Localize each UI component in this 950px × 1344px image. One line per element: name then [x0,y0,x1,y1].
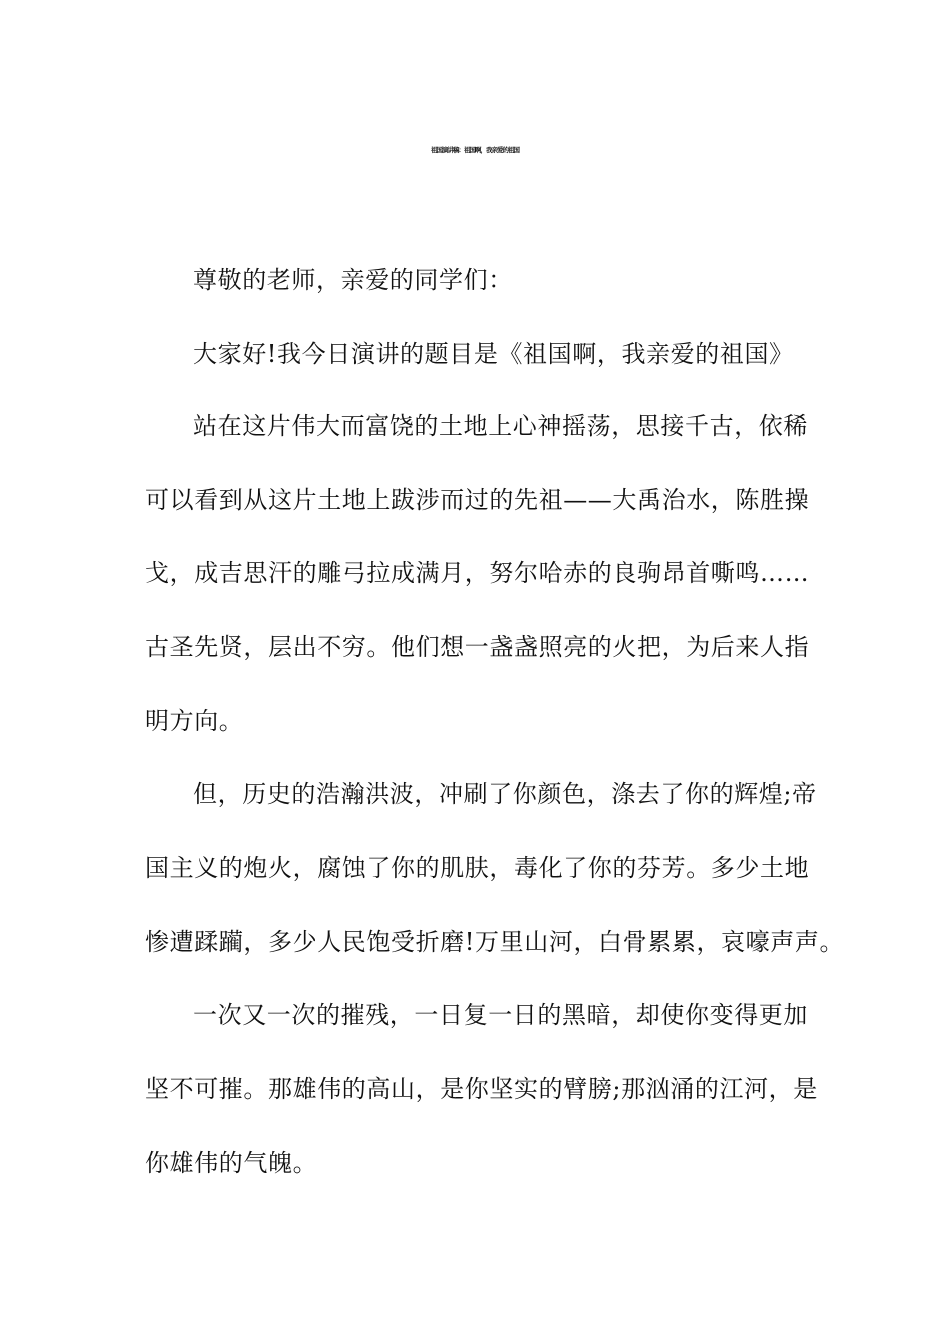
paragraph-line: 一次又一次的摧残，一日复一日的黑暗，却使你变得更加 [193,1001,808,1029]
paragraph-line: 戈，成吉思汗的雕弓拉成满月，努尔哈赤的良驹昂首嘶鸣…… [145,559,810,587]
paragraph-line: 你雄伟的气魄。 [145,1149,318,1177]
paragraph-line: 惨遭蹂躏，多少人民饱受折磨!万里山河，白骨累累，哀嚎声声。 [145,928,845,956]
paragraph-line: 国主义的炮火，腐蚀了你的肌肤，毒化了你的芬芳。多少土地 [145,854,810,882]
paragraph-line: 但，历史的浩瀚洪波，冲刷了你颜色，涤去了你的辉煌;帝 [193,780,817,808]
paragraph-line: 坚不可摧。那雄伟的高山，是你坚实的臂膀;那汹涌的江河，是 [145,1075,818,1103]
paragraph-line-greeting: 大家好!我今日演讲的题目是《祖国啊，我亲爱的祖国》 [193,340,794,368]
paragraph-line: 明方向。 [145,707,244,735]
paragraph-line: 站在这片伟大而富饶的土地上心神摇荡，思接千古，依稀 [193,412,808,440]
paragraph-line-salutation: 尊敬的老师，亲爱的同学们： [193,266,513,294]
document-title: 祖国演讲稿：祖国啊，我亲爱的祖国 [431,146,519,154]
paragraph-line: 古圣先贤，层出不穷。他们想一盏盏照亮的火把，为后来人指 [145,633,810,661]
paragraph-line: 可以看到从这片土地上跋涉而过的先祖——大禹治水，陈胜操 [145,486,810,514]
